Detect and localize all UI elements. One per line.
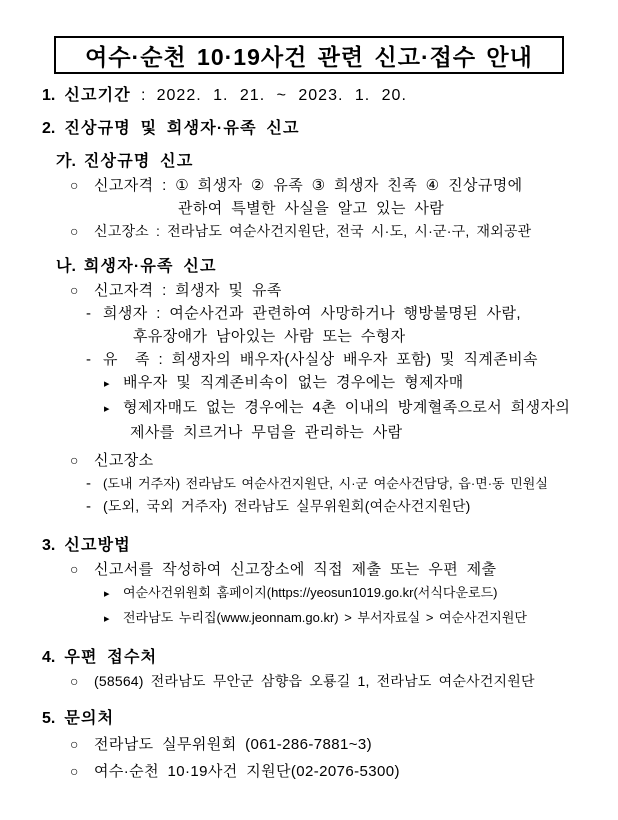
na-place1-row [86,472,618,495]
section-4-number: 4. [42,649,56,666]
section-1-number: 1. [42,87,56,104]
ga-qualification-row [70,174,618,197]
section-2-heading [42,117,618,141]
dash-bullet-icon: - [86,305,92,322]
section-3-number: 3. [42,537,56,554]
ga-qualification-text-2: 관하여 특별한 사실을 알고 있는 사람 [178,200,445,217]
triangle-bullet-icon: ▸ [104,378,110,390]
family-definition-text: 유 족 : 희생자의 배우자(사실상 배우자 포함) 및 직계존비속 [103,351,538,368]
victim-definition-continuation [133,325,618,348]
circle-bullet-icon: ○ [70,282,79,298]
na-place2-row [86,495,618,518]
ga-place-text: 신고장소 : 전라남도 여순사건지원단, 전국 시·도, 시·군·구, 재외공관 [94,223,532,239]
subsection-ga-title: 진상규명 신고 [83,153,194,170]
subsection-na-heading [56,255,618,279]
circle-bullet-icon: ○ [70,763,79,779]
circle-bullet-icon: ○ [70,177,79,193]
committee-website-text: 여순사건위원회 홈페이지(https://yeosun1019.go.kr(서식다운로드) [123,585,498,600]
ga-place-row [70,220,618,243]
subsection-na-title: 희생자·유족 신고 [83,258,217,275]
section-5-number: 5. [42,710,56,727]
victim-definition-text-2: 후유장애가 남아있는 사람 또는 수형자 [133,328,406,345]
section-1-title: 신고기간 [64,87,131,104]
section-5-title: 문의처 [64,710,115,727]
section-3-heading [42,534,618,558]
method-row [70,558,618,581]
website-link2-row [104,606,618,631]
triangle-bullet-icon: ▸ [104,613,110,625]
family-sub2-row [104,396,618,421]
section-4-heading [42,646,618,670]
dash-bullet-icon: - [86,498,92,515]
family-sub2-text-2: 제사를 치르거나 무덤을 관리하는 사람 [130,424,403,441]
mailing-address-row [70,670,618,693]
method-text: 신고서를 작성하여 신고장소에 직접 제출 또는 우편 제출 [94,561,497,578]
circle-bullet-icon: ○ [70,452,79,468]
section-4-title: 우편 접수처 [64,649,158,666]
na-place-heading-row [70,449,618,472]
contact1-text: 전라남도 실무위원회 (061-286-7881~3) [94,736,373,753]
family-definition-row [86,348,618,371]
dash-bullet-icon: - [86,351,92,368]
contact2-row [70,758,618,785]
circle-bullet-icon: ○ [70,673,79,689]
section-1-heading [42,84,618,108]
contact1-row [70,731,618,758]
circle-bullet-icon: ○ [70,736,79,752]
na-qualification-text: 신고자격 : 희생자 및 유족 [94,282,282,299]
family-sub2-continuation [130,421,618,444]
na-qualification-row [70,279,618,302]
family-sub1-row [104,371,618,396]
victim-definition-text: 희생자 : 여순사건과 관련하여 사망하거나 행방불명된 사람, [103,305,521,322]
title-box [54,36,564,74]
website-link1-row [104,581,618,606]
family-sub1-text: 배우자 및 직계존비속이 없는 경우에는 형제자매 [123,374,464,391]
subsection-ga-heading [56,150,618,174]
report-period-value: 2022. 1. 21. ~ 2023. 1. 20. [156,87,407,104]
victim-definition-row [86,302,618,325]
section-5-heading [42,707,618,731]
province-website-text: 전라남도 누리집(www.jeonnam.go.kr) > 부서자료실 > 여순사건지원단 [123,610,527,625]
na-place-heading-text: 신고장소 [94,452,154,469]
colon-separator: : [140,87,147,104]
dash-bullet-icon: - [86,475,92,492]
na-place2-text: (도외, 국외 거주자) 전라남도 실무위원회(여순사건지원단) [103,498,471,514]
mailing-address-text: (58564) 전라남도 무안군 삼향읍 오룡길 1, 전라남도 여순사건지원단 [94,673,535,689]
document-title: 여수·순천 10·19사건 관련 신고·접수 안내 [85,43,533,70]
section-2-title: 진상규명 및 희생자·유족 신고 [64,120,300,137]
section-2-number: 2. [42,120,56,137]
ga-qualification-continuation [178,197,618,220]
na-place1-text: (도내 거주자) 전라남도 여순사건지원단, 시·군 여순사건담당, 읍·면·동 민원실 [103,476,548,491]
contact2-text: 여수·순천 10·19사건 지원단(02-2076-5300) [94,763,400,780]
ga-qualification-text: 신고자격 : ① 희생자 ② 유족 ③ 희생자 친족 ④ 진상규명에 [94,177,523,194]
triangle-bullet-icon: ▸ [104,403,110,415]
circle-bullet-icon: ○ [70,561,79,577]
family-sub2-text: 형제자매도 없는 경우에는 4촌 이내의 방계혈족으로서 희생자의 [123,399,571,416]
section-3-title: 신고방법 [64,537,131,554]
triangle-bullet-icon: ▸ [104,588,110,600]
subsection-ga-number: 가. [56,153,76,170]
circle-bullet-icon: ○ [70,223,79,239]
subsection-na-number: 나. [56,258,76,275]
